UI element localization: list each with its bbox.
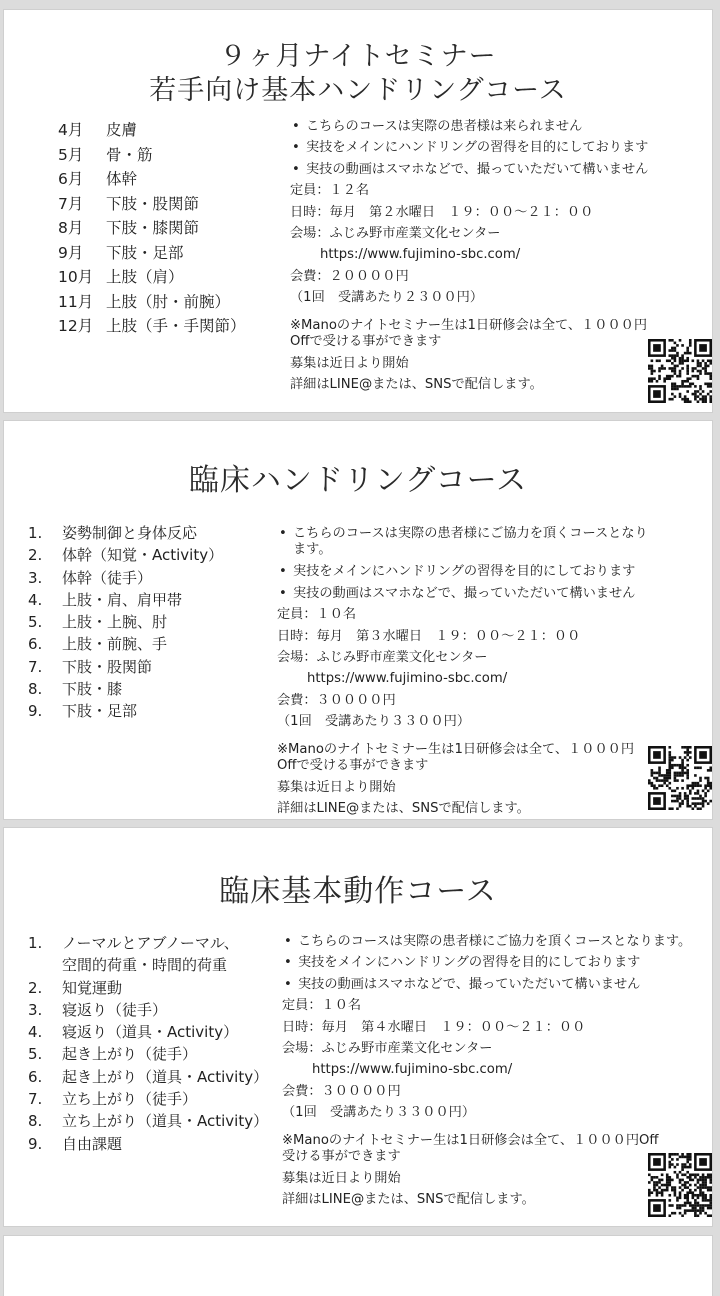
list-item: 6. 起き上がり（道具・Activity） (28, 1067, 269, 1086)
slide-title: 臨床ハンドリングコース (188, 463, 528, 498)
details-text: 詳細はLINE@または、SNSで配信します。 (282, 1192, 535, 1208)
notice-bullet: • 実技の動画はスマホなどで、撮っていただいて構いません (282, 974, 691, 995)
fee-text: 会費：２００００円 (290, 268, 409, 284)
list-item: 11月 上肢（肘・前腕） (58, 292, 231, 311)
list-item: 9. 自由課題 (28, 1134, 123, 1153)
list-item: 6月 体幹 (58, 170, 138, 188)
notice-bullet: • 実技の動画はスマホなどで、撮っていただいて構いません (277, 583, 648, 604)
slide-title-line1: ９ヶ月ナイトセミナー (219, 41, 497, 72)
list-item: 3. 体幹（徒手） (28, 568, 153, 587)
list-item: 5. 上肢・上腕、肘 (28, 613, 168, 632)
notice-bullet: • 実技をメインにハンドリングの習得を目的にしております (290, 137, 648, 158)
notice-bullet: • こちらのコースは実際の患者様は来られません (290, 116, 648, 137)
slide-night-seminar (4, 10, 712, 412)
qr-code[interactable] (646, 337, 712, 405)
datetime-text: 日時：毎月 第４水曜日 １９：００～２１：００ (282, 1019, 586, 1035)
list-item: 2. 知覚運動 (28, 978, 123, 997)
capacity-text: 定員：１２名 (290, 183, 370, 199)
list-item: 4. 寝返り（道具・Activity） (28, 1023, 239, 1042)
monthly-schedule-list (58, 118, 246, 339)
fee-text: 会費：３００００円 (282, 1083, 401, 1099)
venue-url-link[interactable]: https://www.fujimino-sbc.com/ (320, 247, 521, 263)
discount-note-line1: ※Manoのナイトセミナー生は1日研修会は全て、１０００円 (290, 317, 648, 333)
datetime-text: 日時：毎月 第２水曜日 １９：００～２１：００ (290, 204, 594, 220)
curriculum-list (28, 522, 223, 723)
slide-clinical-basic-movement (4, 828, 712, 1226)
list-item: 10月 上肢（肩） (58, 268, 184, 286)
details-text: 詳細はLINE@または、SNSで配信します。 (277, 801, 530, 817)
capacity-text: 定員：１０名 (282, 998, 362, 1014)
list-item: 7. 立ち上がり（徒手） (28, 1090, 198, 1109)
notice-bullet: • こちらのコースは実際の患者様にご協力を頂くコースとなり (277, 523, 648, 544)
fee-text: 会費：３００００円 (277, 692, 396, 708)
slide-clinical-handling (4, 421, 712, 819)
recruitment-text: 募集は近日より開始 (282, 1171, 401, 1187)
list-item: 12月 上肢（手・手関節） (58, 317, 246, 335)
qr-code[interactable] (646, 744, 712, 812)
slide-title: 臨床基本動作コース (219, 874, 497, 909)
venue-text: 会場：ふじみ野市産業文化センター (277, 650, 488, 666)
list-item: 4. 上肢・肩、肩甲帯 (28, 590, 183, 609)
capacity-text: 定員：１０名 (277, 607, 357, 623)
venue-text: 会場：ふじみ野市産業文化センター (282, 1041, 493, 1057)
list-item: 9. 下肢・足部 (28, 702, 138, 721)
list-item: 5. 起き上がり（徒手） (28, 1045, 198, 1064)
list-item: 3. 寝返り（徒手） (28, 1000, 168, 1019)
list-item: 6. 上肢・前腕、手 (28, 635, 168, 654)
list-item: 7月 下肢・股関節 (58, 194, 200, 213)
datetime-text: 日時：毎月 第３水曜日 １９：００～２１：００ (277, 628, 581, 644)
notice-bullet: • 実技をメインにハンドリングの習得を目的にしております (277, 561, 648, 582)
venue-text: 会場：ふじみ野市産業文化センター (290, 226, 501, 242)
discount-note-line2: Offで受ける事ができます (277, 758, 429, 774)
list-item: 8. 下肢・膝 (28, 680, 123, 699)
fee-note: （1回 受講あたり２３００円） (290, 290, 484, 306)
list-item: 5月 骨・筋 (58, 145, 153, 164)
slide-title-line2: 若手向け基本ハンドリングコース (149, 75, 567, 106)
list-item: 9月 下肢・足部 (58, 243, 184, 262)
list-item: 8月 下肢・膝関節 (58, 219, 200, 237)
discount-note-line2: 受ける事ができます (282, 1149, 401, 1165)
details-text: 詳細はLINE@または、SNSで配信します。 (290, 377, 543, 393)
course-info (277, 523, 648, 819)
list-item: 7. 下肢・股関節 (28, 657, 153, 676)
list-item-continued: 空間的荷重・時間的荷重 (62, 956, 228, 975)
discount-note-line2: Offで受ける事ができます (290, 334, 442, 350)
course-info (290, 116, 648, 396)
venue-url-link[interactable]: https://www.fujimino-sbc.com/ (307, 671, 508, 687)
recruitment-text: 募集は近日より開始 (277, 780, 396, 796)
list-item: 1. 姿勢制御と身体反応 (28, 524, 198, 542)
notice-bullet-continued: ます。 (293, 542, 332, 558)
notice-bullet: • 実技をメインにハンドリングの習得を目的にしております (282, 952, 691, 973)
list-item: 1. ノーマルとアブノーマル、 (28, 934, 239, 952)
fee-note: （1回 受講あたり３３００円） (277, 714, 471, 730)
slide-partial (4, 1236, 712, 1296)
qr-code[interactable] (646, 1151, 712, 1219)
curriculum-list (28, 932, 268, 1155)
discount-note-line1: ※Manoのナイトセミナー生は1日研修会は全て、１０００円Off (282, 1132, 659, 1148)
notice-bullet: • 実技の動画はスマホなどで、撮っていただいて構いません (290, 159, 648, 180)
fee-note: （1回 受講あたり３３００円） (282, 1105, 476, 1121)
recruitment-text: 募集は近日より開始 (290, 356, 409, 372)
discount-note-line1: ※Manoのナイトセミナー生は1日研修会は全て、１０００円 (277, 741, 635, 757)
course-info (282, 931, 691, 1211)
venue-url-link[interactable]: https://www.fujimino-sbc.com/ (312, 1062, 513, 1078)
list-item: 2. 体幹（知覚・Activity） (28, 546, 224, 565)
list-item: 4月 皮膚 (58, 121, 138, 139)
list-item: 8. 立ち上がり（道具・Activity） (28, 1112, 269, 1131)
notice-bullet: • こちらのコースは実際の患者様にご協力を頂くコースとなります。 (282, 931, 691, 952)
